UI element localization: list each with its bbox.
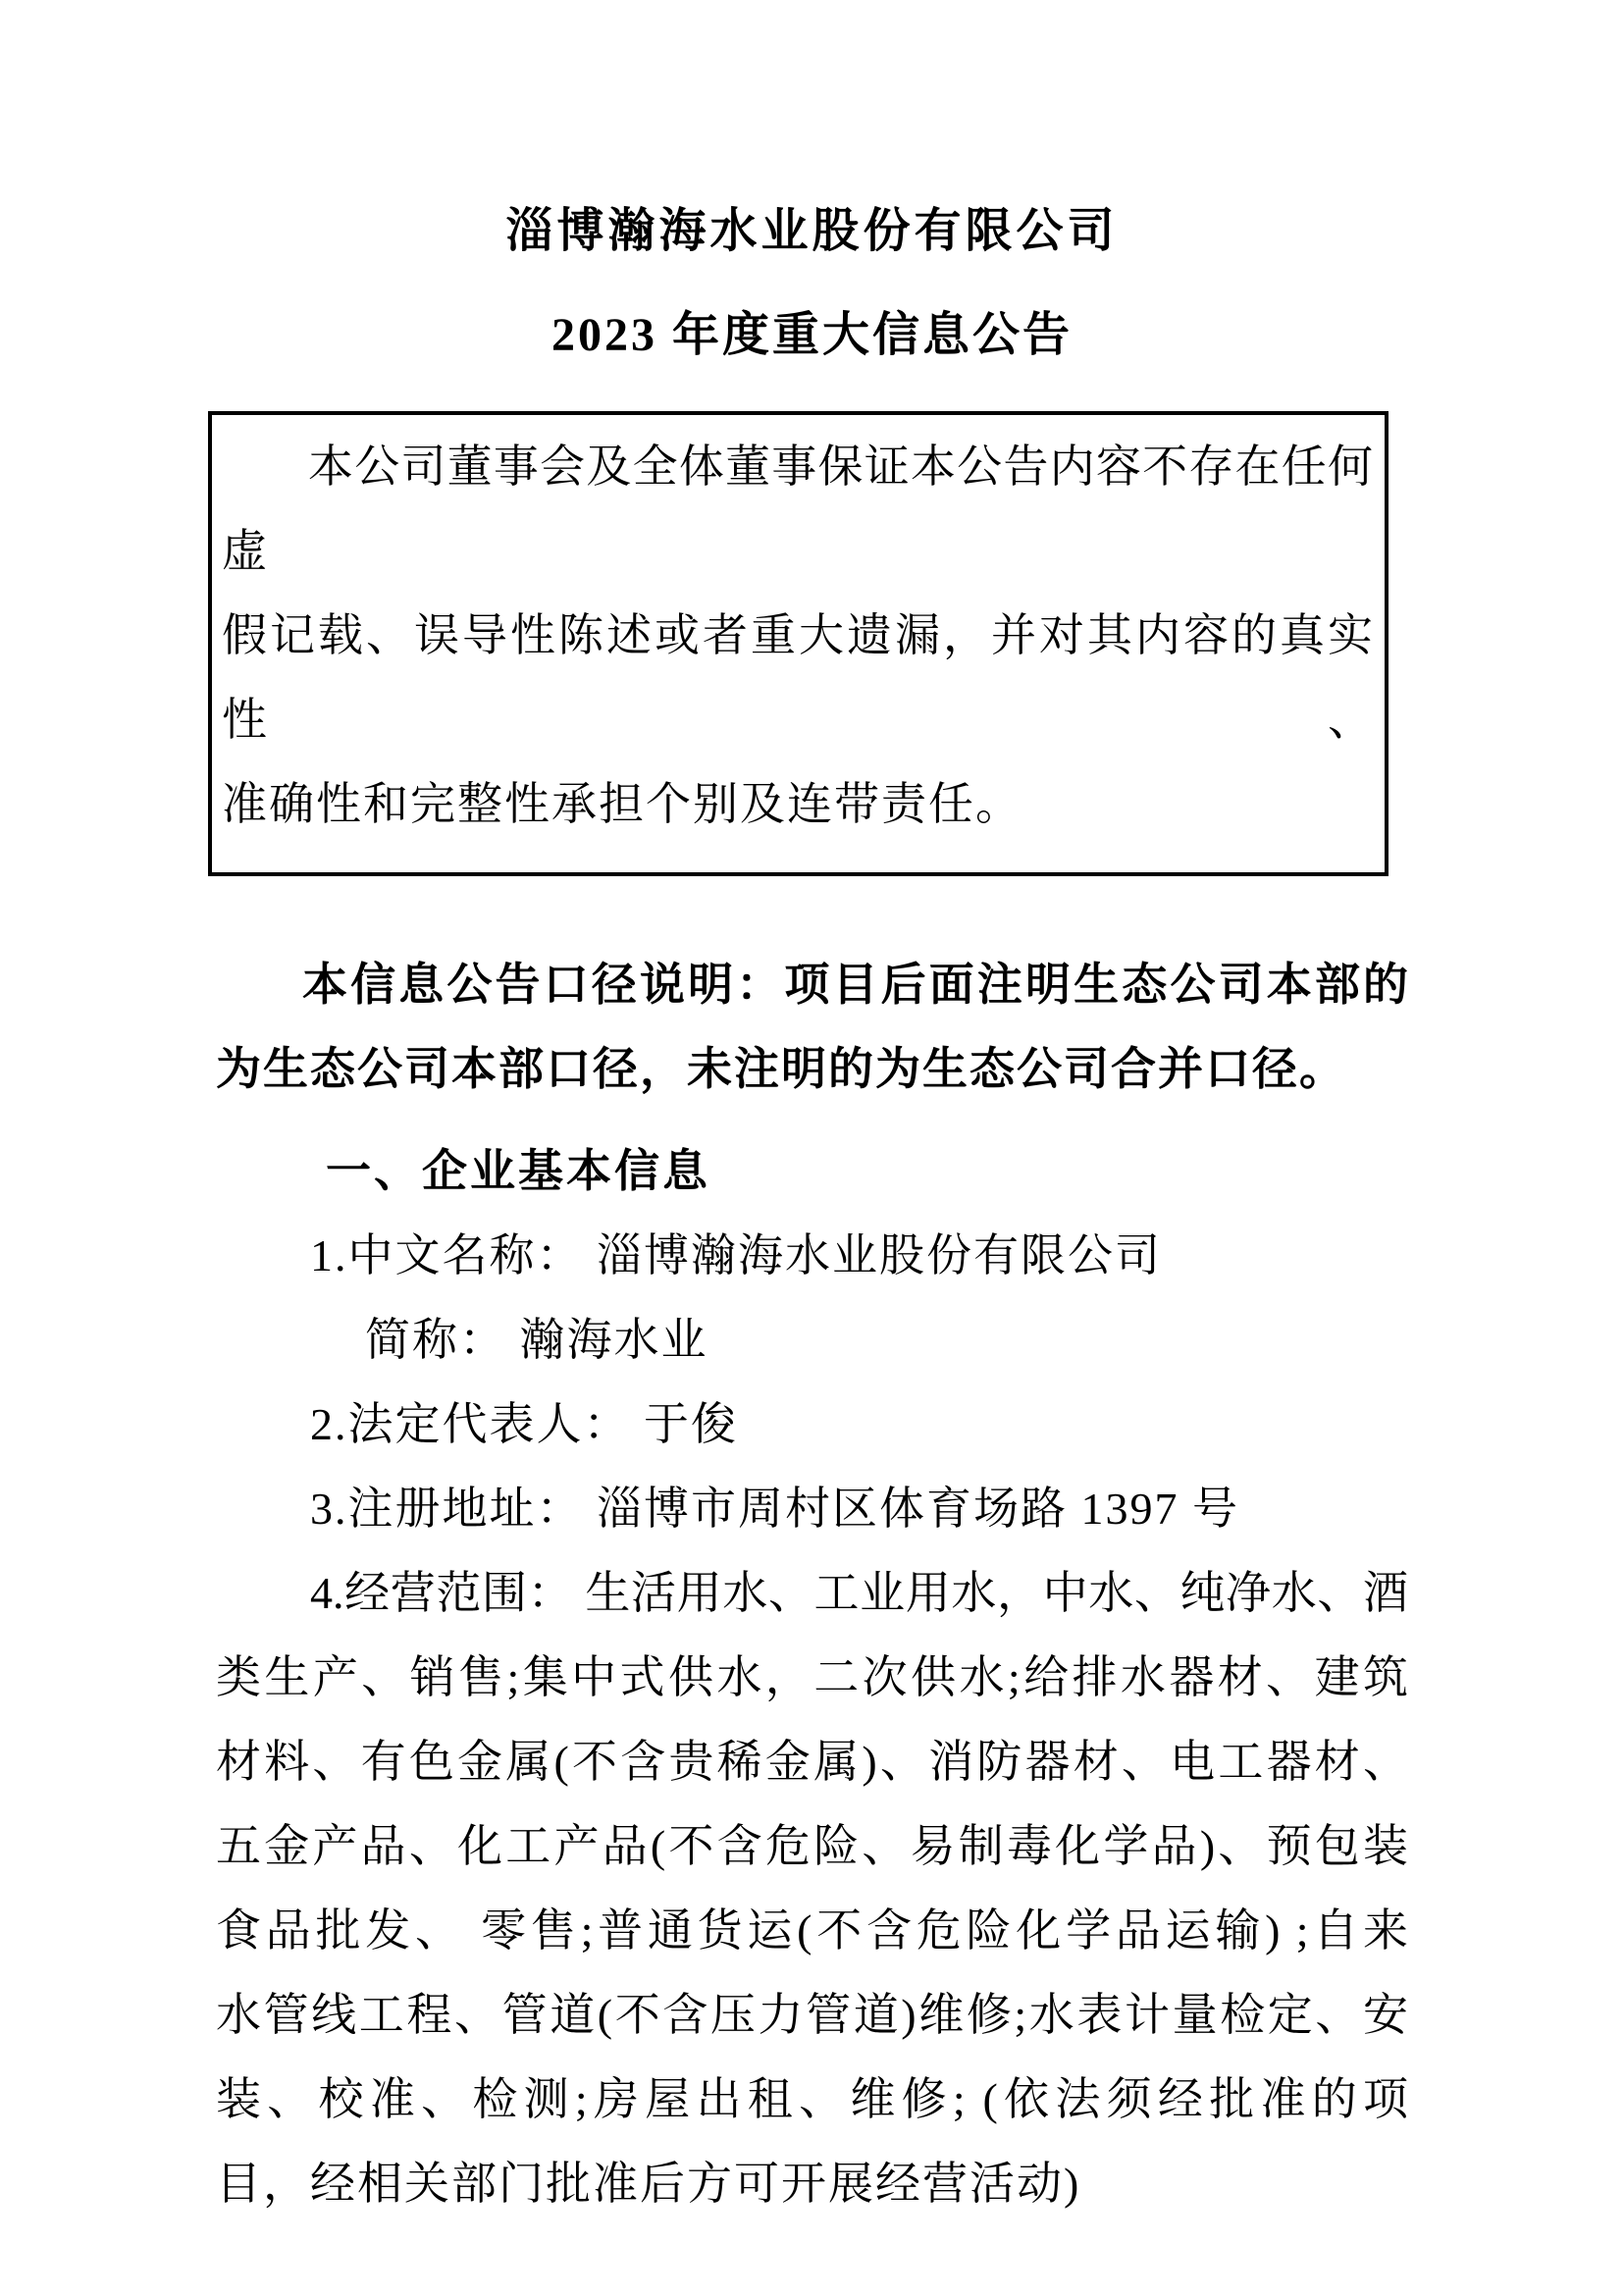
disclaimer-box <box>208 411 1388 876</box>
body-line: 装、校准、检测;房屋出租、维修; (依法须经批准的项 <box>216 2074 1408 2124</box>
body-line: 2.法定代表人： 于俊 <box>310 1399 738 1449</box>
body-line: 水管线工程、管道(不含压力管道)维修;水表计量检定、安 <box>216 1990 1408 2040</box>
body-line: 1.中文名称： 淄博瀚海水业股份有限公司 <box>310 1230 1162 1280</box>
body-line: 简称： 瀚海水业 <box>365 1315 708 1365</box>
document-title: 淄博瀚海水业股份有限公司 <box>505 205 1119 257</box>
disclaimer-line: 本公司董事会及全体董事保证本公告内容不存在任何虚 <box>222 442 1373 576</box>
body-line: 类生产、销售;集中式供水，二次供水;给排水器材、建筑 <box>216 1652 1408 1702</box>
body-line: 五金产品、化工产品(不含危险、易制毒化学品)、预包装 <box>216 1821 1408 1871</box>
body-line: 食品批发、 零售;普通货运(不含危险化学品运输) ;自来 <box>216 1905 1408 1956</box>
caliber-note-line: 本信息公告口径说明：项目后面注明生态公司本部的 <box>302 960 1408 1010</box>
document-content <box>216 0 1408 2226</box>
document-subtitle: 2023 年度重大信息公告 <box>550 309 1073 361</box>
caliber-note <box>216 943 1408 1112</box>
body-line: 4.经营范围： 生活用水、工业用水，中水、纯净水、酒 <box>310 1568 1408 1618</box>
disclaimer-line: 假记载、误导性陈述或者重大遗漏，并对其内容的真实性、 <box>222 610 1373 745</box>
caliber-note-line: 为生态公司本部口径，未注明的为生态公司合并口径。 <box>216 1044 1346 1094</box>
body-line: 材料、有色金属(不含贵稀金属)、消防器材、电工器材、 <box>216 1737 1408 1787</box>
section-heading: 一、企业基本信息 <box>326 1146 710 1196</box>
body-line: 目，经相关部门批准后方可开展经营活动) <box>216 2159 1081 2209</box>
basic-info-section <box>216 1214 1408 2226</box>
disclaimer-line: 准确性和完整性承担个别及连带责任。 <box>222 779 1022 829</box>
body-line: 3.注册地址： 淄博市周村区体育场路 1397 号 <box>310 1484 1239 1534</box>
